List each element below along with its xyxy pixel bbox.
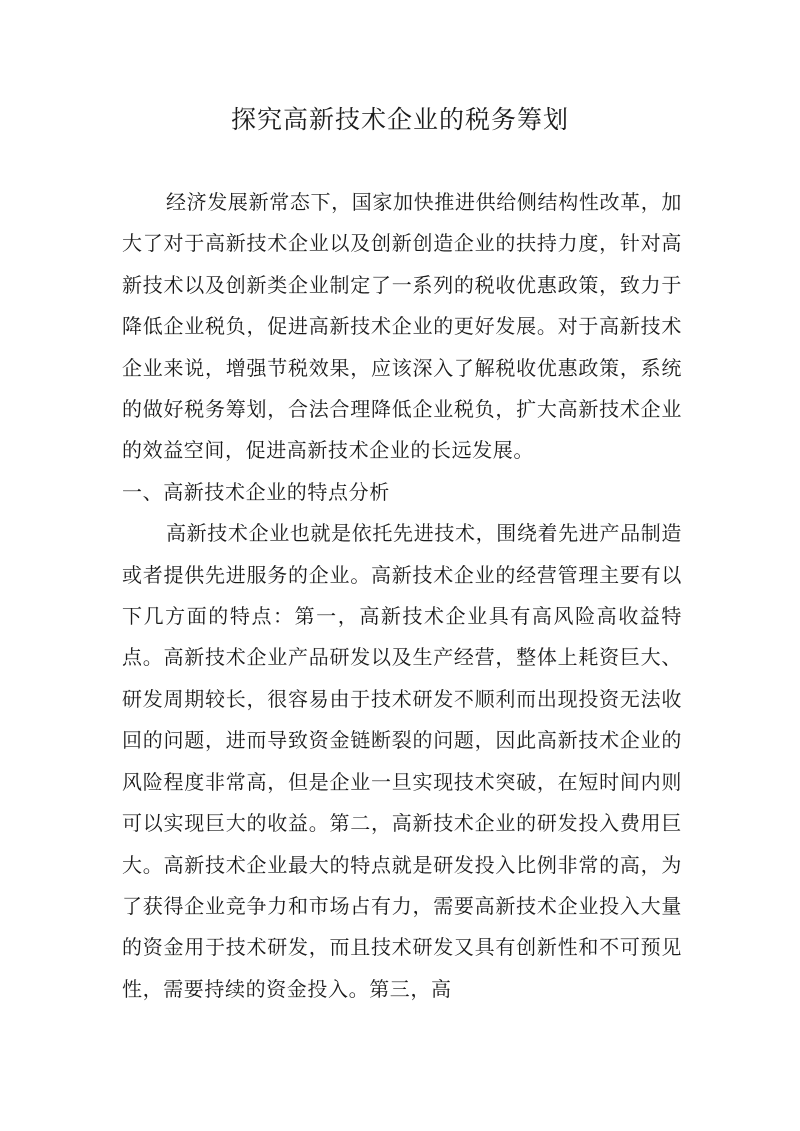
section-paragraph: 高新技术企业也就是依托先进技术，围绕着先进产品制造或者提供先进服务的企业。高新技术企业的经营管理主要有以下几方面的特点：第一，高新技术企业具有高风险高收益特点。高新技术企业产品研发以及生产经营，整体上耗资巨大、研发周期较长，很容易由于技术研发不顺利而出现投资无法收回的问题，进而导致资金链断裂的问题，因此高新技术企业的风险程度非常高，但是企业一旦实现技术突破，在短时间内则可以实现巨大的收益。第二，高新技术企业的研发投入费用巨大。高新技术企业最大的特点就是研发投入比例非常的高，为了获得企业竞争力和市场占有力，需要高新技术企业投入大量的资金用于技术研发，而且技术研发又具有创新性和不可预见性，需要持续的资金投入。第三，高 — [122, 521, 682, 1001]
document-body — [122, 182, 682, 1010]
section-heading: 一、高新技术企业的特点分析 — [122, 479, 390, 504]
intro-paragraph: 经济发展新常态下，国家加快推进供给侧结构性改革，加大了对于高新技术企业以及创新创造企业的扶持力度，针对高新技术以及创新类企业制定了一系列的税收优惠政策，致力于降低企业税负，促进高新技术企业的更好发展。对于高新技术企业来说，增强节税效果，应该深入了解税收优惠政策，系统的做好税务筹划，合法合理降低企业税负，扩大高新技术企业的效益空间，促进高新技术企业的长远发展。 — [122, 190, 682, 463]
document-title: 探究高新技术企业的税务筹划 — [230, 105, 569, 134]
